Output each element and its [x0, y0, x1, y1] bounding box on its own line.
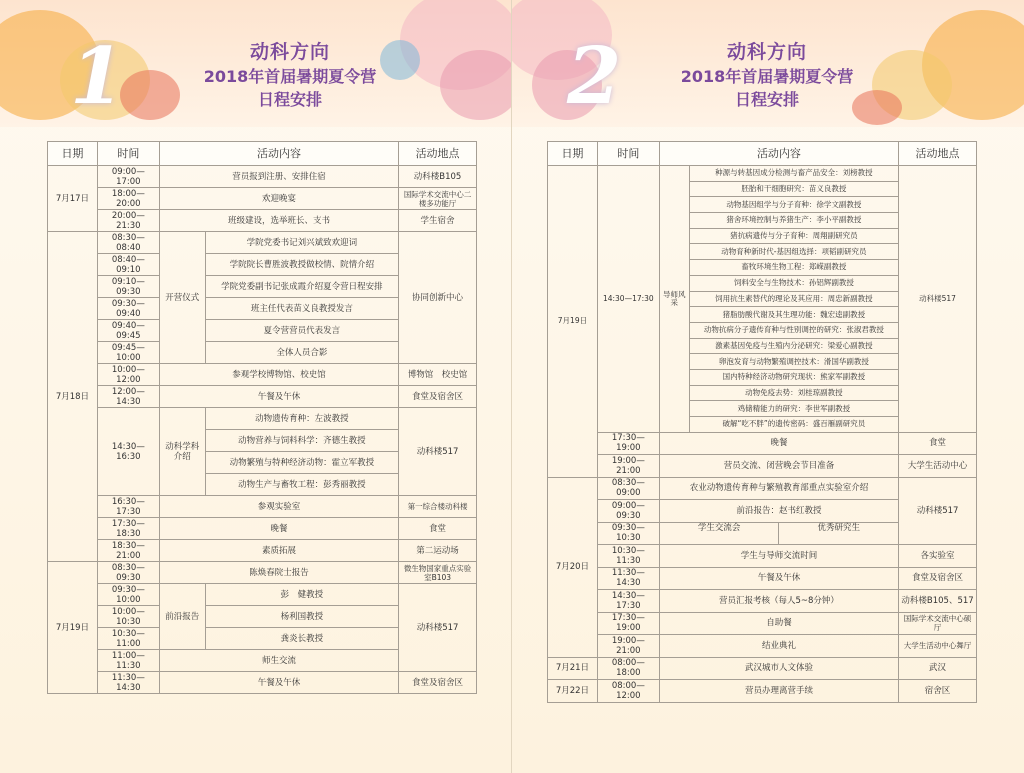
content-cell: 破解“吃不胖”的遗传密码：盛百雁副研究员: [689, 417, 898, 433]
page-number: 1: [70, 31, 125, 122]
content-cell: 前沿报告：赵书红教授: [659, 500, 898, 523]
location-cell: 学生宿舍: [399, 210, 477, 232]
time-cell: 09:45—10:00: [97, 342, 159, 364]
content-cell: 动物基因组学与分子育种：徐学文副教授: [689, 197, 898, 213]
content-cell: 午餐及午休: [159, 672, 398, 694]
header-location: 活动地点: [399, 142, 477, 166]
content-cell: 营员交流、闭营晚会节目准备: [659, 455, 898, 478]
time-cell: 10:30—11:30: [597, 545, 659, 568]
date-cell: 7月21日: [548, 657, 598, 680]
time-cell: 08:00—12:00: [597, 680, 659, 703]
time-cell: 09:30—10:00: [97, 584, 159, 606]
content-cell: 动物抗病分子遗传育种与性别调控的研究：张淑君教授: [689, 322, 898, 338]
content-cell: 动物育种新时代-基因组选择：项韬副研究员: [689, 244, 898, 260]
table-row: [48, 672, 477, 694]
table-row: [548, 635, 977, 658]
content-cell: 国内特种经济动物研究现状：熊家军副教授: [689, 369, 898, 385]
content-cell: 农业动物遗传育种与繁殖教育部重点实验室介绍: [659, 477, 898, 500]
group-label-cell: 导师风采: [659, 166, 689, 433]
content-cell: 杨利国教授: [205, 606, 398, 628]
content-cell: 学生与导师交流时间: [659, 545, 898, 568]
location-cell: 食堂及宿舍区: [399, 386, 477, 408]
page-title: [637, 40, 897, 111]
content-cell: 动物遗传育种：左波教授: [205, 408, 398, 430]
location-cell: 动科楼B105、517: [899, 590, 977, 613]
location-cell: 国际学术交流中心二楼多功能厅: [399, 188, 477, 210]
content-cell: 班主任代表苗义良教授发言: [205, 298, 398, 320]
time-cell: 10:00—10:30: [97, 606, 159, 628]
location-cell: 协同创新中心: [399, 232, 477, 364]
time-cell: 11:00—11:30: [97, 650, 159, 672]
location-cell: 动科楼517: [899, 477, 977, 545]
location-cell: 食堂: [899, 432, 977, 455]
date-cell: 7月19日: [548, 166, 598, 478]
table-row: [548, 432, 977, 455]
header-time: 时间: [97, 142, 159, 166]
location-cell: 宿舍区: [899, 680, 977, 703]
table-row: [48, 496, 477, 518]
time-cell: 08:30—09:30: [97, 562, 159, 584]
time-cell: 17:30—19:00: [597, 612, 659, 635]
header-content: 活动内容: [659, 142, 898, 166]
content-cell: 营员汇报考核（每人5~8分钟）: [659, 590, 898, 613]
time-cell: 09:30—10:30: [597, 522, 659, 545]
content-cell: 午餐及午休: [159, 386, 398, 408]
content-cell: 营员办理离营手续: [659, 680, 898, 703]
content-cell: 卵泡发育与动物繁殖调控技术：滑国华副教授: [689, 354, 898, 370]
location-cell: 动科楼517: [399, 584, 477, 672]
content-cell: 素质拓展: [159, 540, 398, 562]
location-cell: 第一综合楼动科楼: [399, 496, 477, 518]
date-cell: 7月17日: [48, 166, 98, 232]
content-cell: 畜牧环境生物工程：郑嵘副教授: [689, 260, 898, 276]
title-line-1: 动科方向: [249, 41, 330, 63]
time-cell: 08:30—08:40: [97, 232, 159, 254]
time-cell: 09:40—09:45: [97, 320, 159, 342]
content-cell: 种源与转基因成分检测与畜产品安全：刘榜教授: [689, 166, 898, 182]
time-cell: 09:00—17:00: [97, 166, 159, 188]
time-cell: 17:30—18:30: [97, 518, 159, 540]
content-part-a: 学生交流会: [660, 523, 780, 545]
content-cell: 陈焕春院士报告: [159, 562, 398, 584]
title-line-2: 2018年首届暑期夏令营: [680, 67, 854, 86]
content-cell: 动物生产与畜牧工程：彭秀丽教授: [205, 474, 398, 496]
location-cell: 大学生活动中心舞厅: [899, 635, 977, 658]
content-cell: 动物免疫去势：刘桂琼副教授: [689, 385, 898, 401]
table-row: [48, 540, 477, 562]
date-cell: 7月18日: [48, 232, 98, 562]
table-row: [48, 188, 477, 210]
table-row: [548, 545, 977, 568]
content-cell: 猪脂肪酸代谢及其生理功能：魏宏逵副教授: [689, 307, 898, 323]
content-cell: 动物繁殖与特种经济动物：霍立军教授: [205, 452, 398, 474]
content-cell: 饲用抗生素替代的理论及其应用：周忠新副教授: [689, 291, 898, 307]
table-row: [48, 584, 477, 606]
group-label-cell: 开营仪式: [159, 232, 205, 364]
page-title: [160, 40, 420, 111]
location-cell: 第二运动场: [399, 540, 477, 562]
time-cell: 19:00—21:00: [597, 455, 659, 478]
time-cell: 19:00—21:00: [597, 635, 659, 658]
table-row: [48, 166, 477, 188]
table-header-row: [548, 142, 977, 166]
table-row: [548, 567, 977, 590]
date-cell: 7月19日: [48, 562, 98, 694]
left-banner: [0, 0, 511, 127]
content-cell: 猪舍环境控制与养猪生产：李小平副教授: [689, 213, 898, 229]
content-cell: 营员报到注册、安排住宿: [159, 166, 398, 188]
content-cell: 猪抗病遗传与分子育种：周翔副研究员: [689, 228, 898, 244]
content-cell: [659, 522, 898, 545]
table-row: [48, 232, 477, 254]
content-cell: 参观实验室: [159, 496, 398, 518]
header-date: 日期: [48, 142, 98, 166]
time-cell: 12:00—14:30: [97, 386, 159, 408]
table-row: [548, 166, 977, 182]
table-row: [48, 562, 477, 584]
time-cell: 14:30—17:30: [597, 590, 659, 613]
table-header-row: [48, 142, 477, 166]
location-cell: 食堂: [399, 518, 477, 540]
content-cell: 学院党委书记刘兴斌致欢迎词: [205, 232, 398, 254]
time-cell: 10:30—11:00: [97, 628, 159, 650]
time-cell: 14:30—16:30: [97, 408, 159, 496]
table-row: [548, 590, 977, 613]
table-row: [548, 612, 977, 635]
content-cell: 武汉城市人文体验: [659, 657, 898, 680]
time-cell: 14:30—17:30: [597, 166, 659, 433]
group-label-cell: 前沿报告: [159, 584, 205, 650]
date-cell: 7月22日: [548, 680, 598, 703]
content-cell: 动物营养与饲料科学：齐德生教授: [205, 430, 398, 452]
time-cell: 09:30—09:40: [97, 298, 159, 320]
table-row: [48, 210, 477, 232]
time-cell: 17:30—19:00: [597, 432, 659, 455]
schedule-table-left: [47, 141, 477, 694]
content-cell: 学院党委副书记张成霞介绍夏令营日程安排: [205, 276, 398, 298]
location-cell: 食堂及宿舍区: [899, 567, 977, 590]
content-cell: 胚胎和干细胞研究：苗义良教授: [689, 181, 898, 197]
title-line-3: 日程安排: [257, 90, 322, 109]
content-cell: 全体人员合影: [205, 342, 398, 364]
location-cell: 大学生活动中心: [899, 455, 977, 478]
page-number: 2: [567, 31, 622, 122]
content-cell: 师生交流: [159, 650, 398, 672]
content-part-b: 优秀研究生: [817, 522, 861, 533]
content-cell: 龚炎长教授: [205, 628, 398, 650]
title-line-2: 2018年首届暑期夏令营: [203, 67, 377, 86]
time-cell: 20:00—21:30: [97, 210, 159, 232]
time-cell: 11:30—14:30: [97, 672, 159, 694]
date-cell: 7月20日: [548, 477, 598, 657]
content-cell: 晚餐: [659, 432, 898, 455]
time-cell: 09:10—09:30: [97, 276, 159, 298]
table-row: [48, 364, 477, 386]
time-cell: 11:30—14:30: [597, 567, 659, 590]
table-row: [48, 408, 477, 430]
time-cell: 08:30—09:00: [597, 477, 659, 500]
location-cell: 动科楼517: [399, 408, 477, 496]
content-cell: 激素基因免疫与生殖内分泌研究：梁爱心副教授: [689, 338, 898, 354]
location-cell: 动科楼517: [899, 166, 977, 433]
location-cell: 武汉: [899, 657, 977, 680]
time-cell: 16:30—17:30: [97, 496, 159, 518]
location-cell: 微生物国家重点实验室B103: [399, 562, 477, 584]
table-row: [48, 386, 477, 408]
content-cell: 鸡储精能力的研究：李世军副教授: [689, 401, 898, 417]
right-banner: [512, 0, 1024, 127]
content-cell: 结业典礼: [659, 635, 898, 658]
title-line-1: 动科方向: [726, 41, 807, 63]
table-row: [548, 657, 977, 680]
title-line-3: 日程安排: [734, 90, 799, 109]
time-cell: 18:00—20:00: [97, 188, 159, 210]
content-cell: 饲料安全与生物技术：孙铝辉副教授: [689, 275, 898, 291]
location-cell: 博物馆 校史馆: [399, 364, 477, 386]
schedule-table-right: [547, 141, 977, 703]
table-row: [48, 518, 477, 540]
content-cell: 欢迎晚宴: [159, 188, 398, 210]
group-label-cell: 动科学科介绍: [159, 408, 205, 496]
time-cell: 18:30—21:00: [97, 540, 159, 562]
header-location: 活动地点: [899, 142, 977, 166]
content-cell: 夏令营营员代表发言: [205, 320, 398, 342]
content-cell: 班级建设，选举班长、支书: [159, 210, 398, 232]
content-cell: 晚餐: [159, 518, 398, 540]
location-cell: 各实验室: [899, 545, 977, 568]
table-row: [548, 680, 977, 703]
content-cell: 参观学校博物馆、校史馆: [159, 364, 398, 386]
location-cell: 食堂及宿舍区: [399, 672, 477, 694]
location-cell: 动科楼B105: [399, 166, 477, 188]
content-cell: 彭 健教授: [205, 584, 398, 606]
table-row: [548, 477, 977, 500]
header-content: 活动内容: [159, 142, 398, 166]
content-cell: 自助餐: [659, 612, 898, 635]
table-row: [548, 455, 977, 478]
header-date: 日期: [548, 142, 598, 166]
right-page: [512, 0, 1024, 773]
content-cell: 学院院长曹胜波教授做校情、院情介绍: [205, 254, 398, 276]
location-cell: 国际学术交流中心硕厅: [899, 612, 977, 635]
paint-splash: [440, 50, 511, 120]
header-time: 时间: [597, 142, 659, 166]
content-cell: 午餐及午休: [659, 567, 898, 590]
time-cell: 09:00—09:30: [597, 500, 659, 523]
time-cell: 08:00—18:00: [597, 657, 659, 680]
time-cell: 10:00—12:00: [97, 364, 159, 386]
time-cell: 08:40—09:10: [97, 254, 159, 276]
